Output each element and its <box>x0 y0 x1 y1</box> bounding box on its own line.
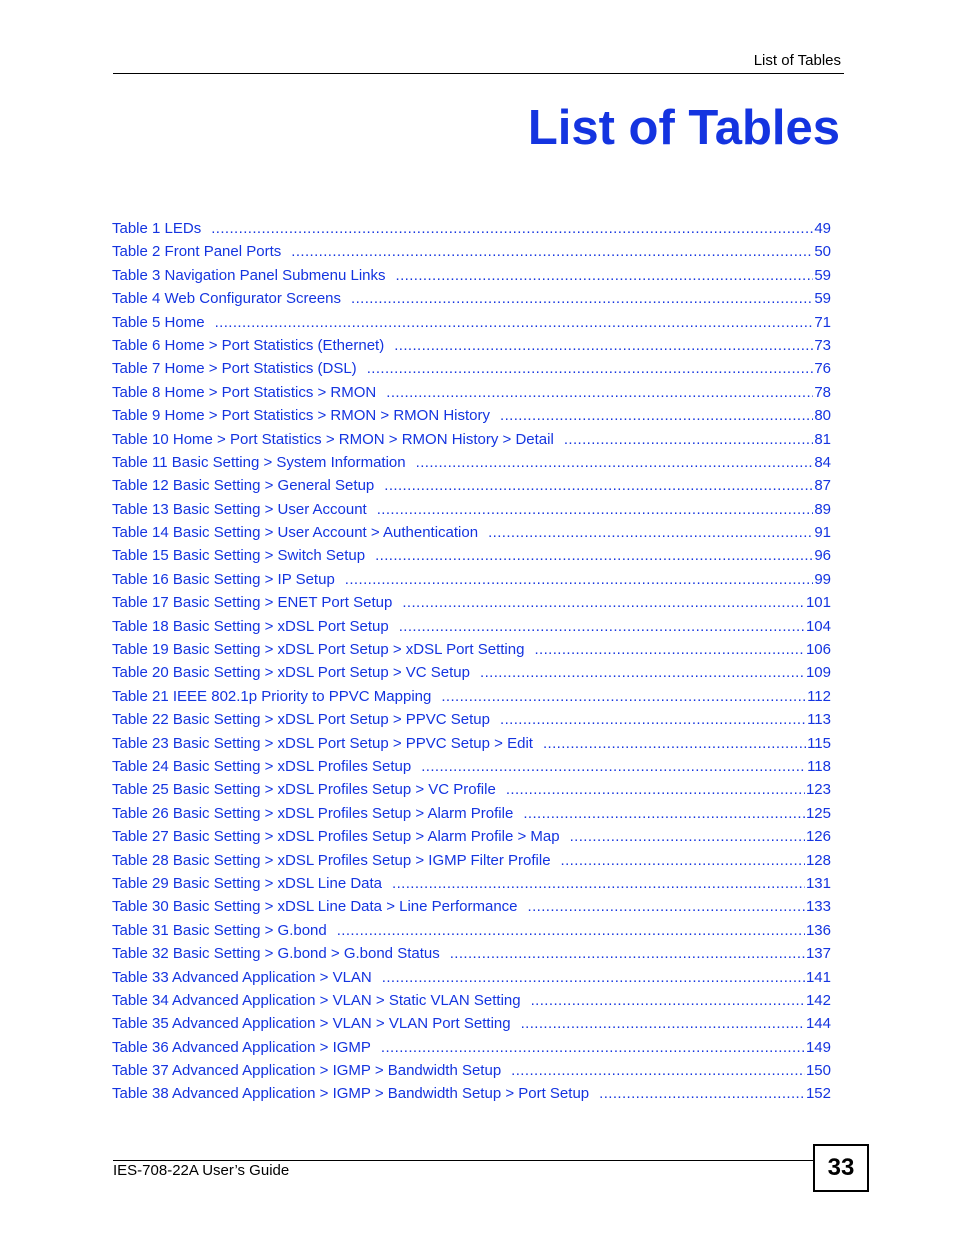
dot-leader <box>381 1036 805 1059</box>
toc-entry-label[interactable]: Table 31 Basic Setting > G.bond <box>112 921 327 939</box>
dot-leader <box>441 685 806 708</box>
toc-entry-page[interactable]: 73 <box>814 336 831 354</box>
toc-entry-page[interactable]: 152 <box>805 1085 831 1103</box>
toc-entry-label[interactable]: Table 20 Basic Setting > xDSL Port Setup > VC Setup <box>112 664 470 682</box>
footer-rule <box>113 1160 814 1161</box>
toc-entry[interactable] <box>112 685 831 708</box>
toc-entry-label[interactable]: Table 7 Home > Port Statistics (DSL) <box>112 360 357 378</box>
dot-leader <box>506 778 805 801</box>
dot-leader <box>570 825 805 848</box>
dot-leader <box>599 1082 805 1105</box>
toc-entry-label[interactable]: Table 25 Basic Setting > xDSL Profiles Setup > VC Profile <box>112 781 496 799</box>
toc-entry-page[interactable]: 149 <box>805 1038 831 1056</box>
toc-entry-page[interactable]: 137 <box>805 945 831 963</box>
toc-entry[interactable] <box>112 474 831 497</box>
toc-entry-page[interactable]: 113 <box>807 711 831 729</box>
toc-entry-page[interactable]: 123 <box>805 781 831 799</box>
dot-leader <box>521 1012 805 1035</box>
toc-entry[interactable] <box>112 825 831 848</box>
dot-leader <box>351 287 813 310</box>
dot-leader <box>367 357 814 380</box>
dot-leader <box>534 638 805 661</box>
toc-entry-label[interactable]: Table 23 Basic Setting > xDSL Port Setup > PPVC Setup > Edit <box>112 734 533 752</box>
dot-leader <box>402 591 805 614</box>
toc-entry-label[interactable]: Table 21 IEEE 802.1p Priority to PPVC Mapping <box>112 687 432 705</box>
toc-entry-page[interactable]: 104 <box>805 617 831 635</box>
dot-leader <box>500 404 813 427</box>
toc-entry-page[interactable]: 118 <box>807 757 831 775</box>
toc-entry-label[interactable]: Table 10 Home > Port Statistics > RMON > RMON History > Detail <box>112 430 554 448</box>
toc-entry-page[interactable]: 126 <box>805 828 831 846</box>
toc-entry-label[interactable]: Table 15 Basic Setting > Switch Setup <box>112 547 366 565</box>
toc-entry-page[interactable]: 150 <box>805 1062 831 1080</box>
toc-entry[interactable] <box>112 708 831 731</box>
toc-entry-page[interactable]: 128 <box>805 851 831 869</box>
toc-entry[interactable] <box>112 638 831 661</box>
toc-entry-page[interactable]: 91 <box>814 524 831 542</box>
toc-entry-label[interactable]: Table 16 Basic Setting > IP Setup <box>112 570 335 588</box>
dot-leader <box>375 544 813 567</box>
toc-entry[interactable] <box>112 755 831 778</box>
guide-name: IES-708-22A User’s Guide <box>113 1162 290 1179</box>
running-header: List of Tables <box>753 52 841 69</box>
toc-entry[interactable] <box>112 1082 831 1105</box>
dot-leader <box>416 451 814 474</box>
toc-entry-label[interactable]: Table 33 Advanced Application > VLAN <box>112 968 372 986</box>
toc-entry-label[interactable]: Table 30 Basic Setting > xDSL Line Data > Line Performance <box>112 898 518 916</box>
dot-leader <box>345 568 814 591</box>
header-rule <box>113 73 844 74</box>
dot-leader <box>561 849 805 872</box>
toc-entry[interactable] <box>112 498 831 521</box>
dot-leader <box>215 311 814 334</box>
toc-entry-label[interactable]: Table 22 Basic Setting > xDSL Port Setup > PPVC Setup <box>112 711 490 729</box>
dot-leader <box>386 381 813 404</box>
toc-entry-page[interactable]: 76 <box>814 360 831 378</box>
toc-entry-page[interactable]: 101 <box>805 594 831 612</box>
toc-entry-page[interactable]: 50 <box>814 243 831 261</box>
dot-leader <box>543 732 806 755</box>
toc-entry-label[interactable]: Table 6 Home > Port Statistics (Ethernet) <box>112 336 385 354</box>
toc-entry-label[interactable]: Table 17 Basic Setting > ENET Port Setup <box>112 594 393 612</box>
toc-entry[interactable] <box>112 778 831 801</box>
dot-leader <box>480 661 805 684</box>
toc-entry[interactable] <box>112 872 831 895</box>
dot-leader <box>488 521 813 544</box>
toc-entry[interactable] <box>112 544 831 567</box>
toc-entry-page[interactable]: 109 <box>805 664 831 682</box>
toc-entry-page[interactable]: 81 <box>814 430 831 448</box>
toc-entry[interactable] <box>112 661 831 684</box>
toc-entry-label[interactable]: Table 18 Basic Setting > xDSL Port Setup <box>112 617 389 635</box>
dot-leader <box>337 919 805 942</box>
toc-entry-label[interactable]: Table 3 Navigation Panel Submenu Links <box>112 266 386 284</box>
toc-entry[interactable] <box>112 919 831 942</box>
toc-entry-page[interactable]: 96 <box>814 547 831 565</box>
page-number: 33 <box>813 1144 869 1192</box>
toc-entry-page[interactable]: 78 <box>814 383 831 401</box>
toc-entry[interactable] <box>112 1059 831 1082</box>
toc-entry-page[interactable]: 84 <box>814 453 831 471</box>
toc-entry-page[interactable]: 141 <box>805 968 831 986</box>
toc-entry-label[interactable]: Table 26 Basic Setting > xDSL Profiles Setup > Alarm Profile <box>112 804 514 822</box>
toc-entry[interactable] <box>112 311 831 334</box>
toc-entry[interactable] <box>112 264 831 287</box>
toc-entry[interactable] <box>112 217 831 240</box>
dot-leader <box>396 264 814 287</box>
dot-leader <box>528 895 805 918</box>
toc-entry[interactable] <box>112 287 831 310</box>
dot-leader <box>500 708 806 731</box>
toc-entry[interactable] <box>112 732 831 755</box>
toc-entry[interactable] <box>112 989 831 1012</box>
toc-entry-label[interactable]: Table 9 Home > Port Statistics > RMON > RMON History <box>112 407 491 425</box>
toc-entry-page[interactable]: 144 <box>805 1015 831 1033</box>
toc-entry[interactable] <box>112 591 831 614</box>
dot-leader <box>382 966 805 989</box>
toc-entry-label[interactable]: Table 34 Advanced Application > VLAN > Static VLAN Setting <box>112 991 521 1009</box>
toc-entry-page[interactable]: 99 <box>814 570 831 588</box>
toc-entry-label[interactable]: Table 35 Advanced Application > VLAN > VLAN Port Setting <box>112 1015 511 1033</box>
dot-leader <box>421 755 806 778</box>
toc-entry-page[interactable]: 125 <box>805 804 831 822</box>
toc-entry-page[interactable]: 87 <box>814 477 831 495</box>
dot-leader <box>523 802 805 825</box>
toc-entry-label[interactable]: Table 36 Advanced Application > IGMP <box>112 1038 371 1056</box>
dot-leader <box>291 240 813 263</box>
toc-entry[interactable] <box>112 1036 831 1059</box>
toc-entry[interactable] <box>112 381 831 404</box>
toc-entry-label[interactable]: Table 29 Basic Setting > xDSL Line Data <box>112 874 383 892</box>
toc-entry-page[interactable]: 136 <box>805 921 831 939</box>
table-list <box>112 217 831 1106</box>
toc-entry-page[interactable]: 131 <box>805 874 831 892</box>
toc-entry-label[interactable]: Table 8 Home > Port Statistics > RMON <box>112 383 377 401</box>
dot-leader <box>450 942 805 965</box>
dot-leader <box>399 615 805 638</box>
toc-entry-page[interactable]: 115 <box>807 734 831 752</box>
toc-entry-label[interactable]: Table 13 Basic Setting > User Account <box>112 500 367 518</box>
toc-entry-page[interactable]: 142 <box>805 991 831 1009</box>
toc-entry[interactable] <box>112 428 831 451</box>
toc-entry-label[interactable]: Table 5 Home <box>112 313 205 331</box>
toc-entry-page[interactable]: 71 <box>814 313 831 331</box>
toc-entry[interactable] <box>112 451 831 474</box>
toc-entry[interactable] <box>112 615 831 638</box>
dot-leader <box>511 1059 805 1082</box>
toc-entry-label[interactable]: Table 1 LEDs <box>112 220 202 237</box>
toc-entry[interactable] <box>112 942 831 965</box>
toc-entry-label[interactable]: Table 24 Basic Setting > xDSL Profiles Setup <box>112 757 412 775</box>
dot-leader <box>394 334 813 357</box>
toc-entry-label[interactable]: Table 14 Basic Setting > User Account > Authentication <box>112 524 479 542</box>
toc-entry[interactable] <box>112 357 831 380</box>
toc-entry[interactable] <box>112 849 831 872</box>
toc-entry-label[interactable]: Table 32 Basic Setting > G.bond > G.bond Status <box>112 945 440 963</box>
toc-entry-page[interactable]: 106 <box>805 641 831 659</box>
toc-entry[interactable] <box>112 802 831 825</box>
toc-entry[interactable] <box>112 895 831 918</box>
toc-entry-label[interactable]: Table 28 Basic Setting > xDSL Profiles Setup > IGMP Filter Profile <box>112 851 551 869</box>
toc-entry-label[interactable]: Table 11 Basic Setting > System Information <box>112 453 406 471</box>
toc-entry-page[interactable]: 49 <box>814 220 831 237</box>
toc-entry[interactable] <box>112 568 831 591</box>
toc-entry[interactable] <box>112 966 831 989</box>
toc-entry-page[interactable]: 80 <box>814 407 831 425</box>
toc-entry-page[interactable]: 59 <box>814 290 831 308</box>
dot-leader <box>531 989 805 1012</box>
toc-entry[interactable] <box>112 521 831 544</box>
toc-entry[interactable] <box>112 404 831 427</box>
toc-entry-page[interactable]: 133 <box>805 898 831 916</box>
page-title: List of Tables <box>527 101 840 155</box>
toc-entry-page[interactable]: 59 <box>814 266 831 284</box>
toc-entry-page[interactable]: 112 <box>807 687 831 705</box>
dot-leader <box>392 872 805 895</box>
dot-leader <box>564 428 814 451</box>
dot-leader <box>377 498 814 521</box>
toc-entry-label[interactable]: Table 37 Advanced Application > IGMP > Bandwidth Setup <box>112 1062 502 1080</box>
toc-entry-page[interactable]: 89 <box>814 500 831 518</box>
toc-entry-label[interactable]: Table 38 Advanced Application > IGMP > Bandwidth Setup > Port Setup <box>112 1085 590 1103</box>
toc-entry[interactable] <box>112 334 831 357</box>
toc-entry-label[interactable]: Table 4 Web Configurator Screens <box>112 290 342 308</box>
toc-entry-label[interactable]: Table 12 Basic Setting > General Setup <box>112 477 375 495</box>
toc-entry-label[interactable]: Table 27 Basic Setting > xDSL Profiles Setup > Alarm Profile > Map <box>112 828 560 846</box>
dot-leader <box>211 217 813 240</box>
toc-entry-label[interactable]: Table 2 Front Panel Ports <box>112 243 282 261</box>
toc-entry[interactable] <box>112 1012 831 1035</box>
toc-entry[interactable] <box>112 240 831 263</box>
toc-entry-label[interactable]: Table 19 Basic Setting > xDSL Port Setup > xDSL Port Setting <box>112 641 525 659</box>
dot-leader <box>384 474 813 497</box>
